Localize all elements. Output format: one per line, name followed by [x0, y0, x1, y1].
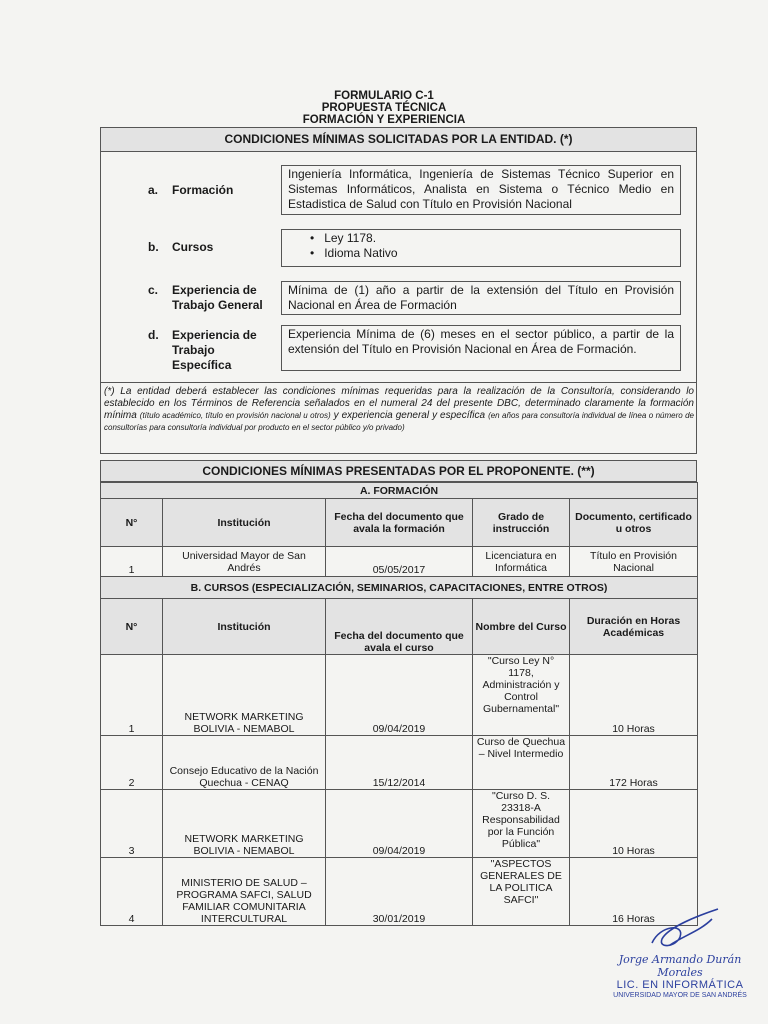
form-section-title: FORMACIÓN Y EXPERIENCIA [302, 114, 466, 126]
divider [100, 382, 697, 383]
form-code: FORMULARIO C-1 [334, 90, 434, 102]
cursos-label: Cursos [172, 240, 214, 254]
exp-general-letter: c. [148, 283, 159, 297]
column-header: Grado de instrucción [473, 499, 570, 547]
column-header: Documento, certificado u otros [570, 499, 698, 547]
column-header: Nombre del Curso [473, 599, 570, 655]
column-header: Institución [163, 599, 326, 655]
bullet-icon: • [310, 231, 325, 245]
form-subtitle: PROPUESTA TÉCNICA [321, 102, 447, 114]
exp-especifica-label-2: Trabajo [172, 343, 215, 357]
proponent-conditions-title: CONDICIONES MÍNIMAS PRESENTADAS POR EL PROPONENTE. (**) [100, 460, 697, 482]
exp-especifica-letter: d. [148, 328, 159, 342]
column-header: Duración en Horas Académicas [570, 599, 698, 655]
column-header: Fecha del documento que avala el curso [326, 599, 473, 655]
stamp-name: Jorge Armando Durán Morales [618, 953, 742, 979]
exp-especifica-label-3: Específica [172, 358, 232, 372]
formacion-table-title: A. FORMACIÓN [101, 483, 698, 499]
cursos-table [100, 576, 698, 926]
table-row: 2 Consejo Educativo de la Nación Quechua - CENAQ 15/12/2014 Curso de Quechua – Nivel Intermedio 172 Horas [101, 736, 698, 790]
formacion-letter: a. [148, 183, 159, 197]
formacion-label: Formación [172, 183, 234, 197]
table-row: 1 Universidad Mayor de San Andrés 05/05/2017 Licenciatura en Informática Título en Provisión Nacional [101, 547, 698, 577]
bullet-icon: • [310, 246, 325, 260]
column-header: Institución [163, 499, 326, 547]
column-header: N° [101, 599, 163, 655]
column-header: Fecha del documento que avala la formación [326, 499, 473, 547]
list-item: • Idioma Nativo [310, 246, 398, 260]
stamp-title: LIC. EN INFORMÁTICA [616, 979, 744, 991]
exp-general-label-2: Trabajo General [172, 298, 263, 312]
cursos-letter: b. [148, 240, 159, 254]
cursos-table-title: B. CURSOS (ESPECIALIZACIÓN, SEMINARIOS, CAPACITACIONES, ENTRE OTROS) [101, 577, 698, 599]
cursos-requirement [281, 229, 681, 267]
exp-especifica-label-1: Experiencia de [172, 328, 257, 342]
exp-general-label-1: Experiencia de [172, 283, 257, 297]
signature-scribble [640, 905, 730, 955]
table-row: 3 NETWORK MARKETING BOLIVIA - NEMABOL 09/04/2019 "Curso D. S. 23318-A Responsabilidad por la Función Pública" 10 Horas [101, 790, 698, 858]
official-stamp [600, 953, 760, 1000]
exp-general-requirement: Mínima de (1) año a partir de la extensión del Título en Provisión Nacional en Área de Formación [281, 281, 681, 315]
entity-conditions-title: CONDICIONES MÍNIMAS SOLICITADAS POR LA ENTIDAD. (*) [100, 127, 697, 152]
formacion-table [100, 482, 698, 577]
formacion-requirement: Ingeniería Informática, Ingeniería de Sistemas Técnico Superior en Sistemas Informáticos, Analista en Sistema o Técnico Medio en Estadistica de Salud con Título en Provisión Nacional [281, 165, 681, 215]
column-header: N° [101, 499, 163, 547]
entity-footnote: (*) La entidad deberá establecer las condiciones mínimas requeridas para la realización de la Consultoría, considerando lo establecido en los Términos de Referencia señalados en el numeral 24 del presente DBC, determinado claramente la formación mínima (título académico, título en provisión nacional u otros) y experiencia general y específica (en años para consultoría individual de línea o número de consultorías para consultoría individual por producto en el sector público y/o privado) [104, 386, 695, 432]
stamp-university: UNIVERSIDAD MAYOR DE SAN ANDRÉS [613, 992, 747, 999]
table-row: 1 NETWORK MARKETING BOLIVIA - NEMABOL 09/04/2019 "Curso Ley N° 1178, Administración y Control Gubernamental" 10 Horas [101, 655, 698, 736]
list-item: • Ley 1178. [310, 231, 377, 245]
table-row: 4 MINISTERIO DE SALUD – PROGRAMA SAFCI, SALUD FAMILIAR COMUNITARIA INTERCULTURAL 30/01/2019 "ASPECTOS GENERALES DE LA POLITICA SAFCI" 16 Horas [101, 858, 698, 926]
exp-especifica-requirement: Experiencia Mínima de (6) meses en el sector público, a partir de la extensión del Título en Provisión Nacional en Área de Formación. [281, 325, 681, 371]
